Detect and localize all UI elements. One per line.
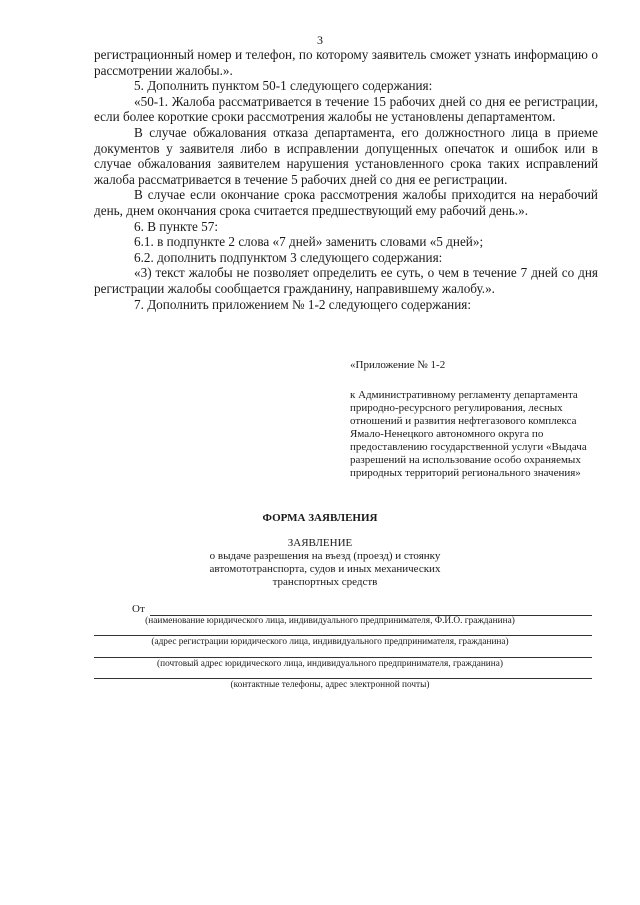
- paragraph-5: В случае если окончание срока рассмотрения жалобы приходится на нерабочий день, днем окончания срока считается предшествующий ему рабочий день.».: [94, 187, 598, 218]
- applicant-name-caption: (наименование юридического лица, индивидуального предпринимателя, Ф.И.О. гражданина): [145, 616, 515, 626]
- paragraph-8: 6.2. дополнить подпунктом 3 следующего содержания:: [134, 249, 443, 265]
- paragraph-7: 6.1. в подпункте 2 слова «7 дней» заменить словами «5 дней»;: [134, 234, 484, 250]
- paragraph-1: регистрационный номер и телефон, по которому заявитель сможет узнать информацию о рассмотрении жалобы.».: [94, 47, 598, 78]
- postal-address-line[interactable]: [94, 657, 592, 658]
- paragraph-6: 6. В пункте 57:: [134, 218, 218, 234]
- document-body: [94, 47, 598, 312]
- appendix-header: [350, 359, 600, 480]
- paragraph-3: «50-1. Жалоба рассматривается в течение 15 рабочих дней со дня ее регистрации, если более короткие сроки рассмотрения жалобы не установлены департаментом.: [94, 93, 598, 125]
- page-number: 3: [317, 33, 323, 47]
- statement-subtitle: о выдаче разрешения на въезд (проезд) и стоянку автомототранспорта, судов и иных механических транспортных средств: [209, 550, 441, 588]
- paragraph-2: 5. Дополнить пунктом 50-1 следующего содержания:: [134, 78, 433, 94]
- paragraph-10: 7. Дополнить приложением № 1-2 следующего содержания:: [134, 296, 472, 312]
- paragraph-9: «3) текст жалобы не позволяет определить ее суть, о чем в течение 7 дней со дня регистрации жалобы сообщается гражданину, направившему жалобу.».: [94, 265, 598, 296]
- registration-address-caption: (адрес регистрации юридического лица, индивидуального предпринимателя, гражданина): [151, 637, 509, 647]
- from-label: От: [132, 603, 145, 615]
- contacts-line[interactable]: [94, 678, 592, 679]
- statement-title: ЗАЯВЛЕНИЕ: [287, 537, 353, 549]
- appendix-text: к Административному регламенту департамента природно-ресурсного регулирования, лесных отношений и развития нефтегазового комплекса Ямало-Ненецкого автономного округа по предоставлению государственной услуги «Выдача разрешений на использование особо охраняемых природных территорий регионального значения»: [350, 389, 587, 479]
- form-title: ФОРМА ЗАЯВЛЕНИЯ: [262, 512, 378, 524]
- appendix-title: «Приложение № 1-2: [350, 359, 446, 371]
- postal-address-caption: (почтовый адрес юридического лица, индивидуального предпринимателя, гражданина): [157, 659, 503, 669]
- paragraph-4: В случае обжалования отказа департамента, его должностного лица в приеме документов у заявителя либо в исправлении допущенных опечаток и ошибок или в случае обжалования заявителем нарушения установленного срока таких исправлений жалоба рассматривается в течение 5 рабочих дней со дня ее регистрации.: [94, 124, 598, 187]
- contacts-caption: (контактные телефоны, адрес электронной почты): [230, 680, 430, 690]
- registration-address-line[interactable]: [94, 635, 592, 636]
